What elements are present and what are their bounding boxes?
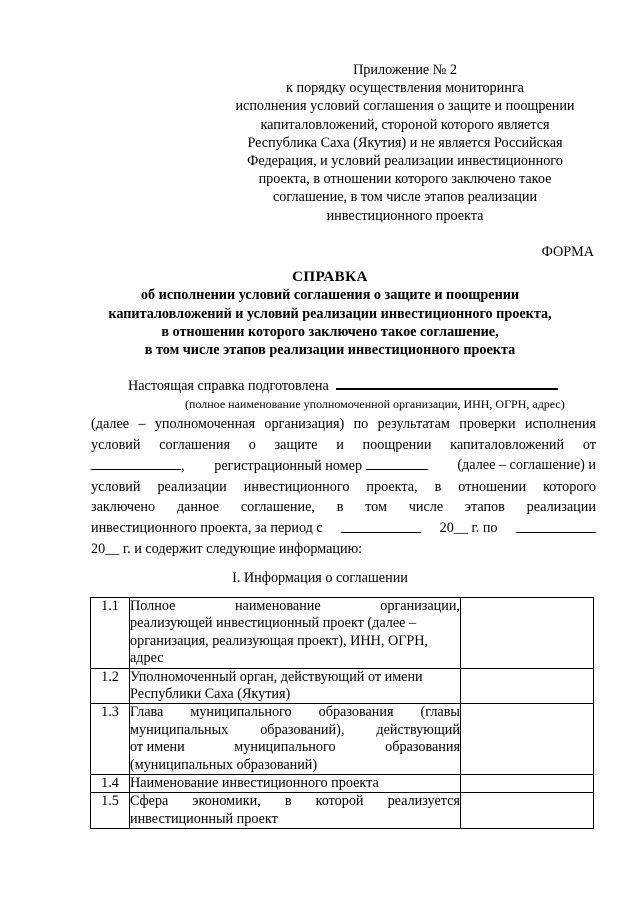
- appendix-header: [215, 61, 595, 225]
- period-end-blank[interactable]: [516, 518, 596, 533]
- row-number: 1.4: [91, 775, 130, 793]
- title-main: СПРАВКА: [292, 269, 368, 285]
- row-value-cell[interactable]: [461, 598, 594, 669]
- appendix-line: соглашение, в том числе этапов реализации: [272, 189, 538, 206]
- prepared-by-label: Настоящая справка подготовлена: [128, 378, 329, 394]
- row-description: Глава муниципального образования (главы муниципальных образований), действующий от имени муниципального образования (муниципальных образований): [130, 704, 460, 773]
- row-value-cell[interactable]: [461, 775, 594, 793]
- body-line-1: [128, 374, 558, 397]
- row-value-cell[interactable]: [461, 704, 594, 775]
- period-start-blank[interactable]: [341, 518, 421, 533]
- organization-name-blank[interactable]: [336, 374, 558, 390]
- row-number: 1.1: [91, 598, 130, 669]
- document-title: [60, 268, 600, 359]
- appendix-line: исполнения условий соглашения о защите и поощрении: [235, 98, 575, 115]
- table-row: [91, 598, 594, 669]
- body-line-3: условий соглашения о защите и поощрении капиталовложений от: [91, 436, 596, 453]
- row-value-cell[interactable]: [461, 793, 594, 829]
- body-line-5: условий реализации инвестиционного проекта, в отношении которого: [91, 478, 596, 495]
- row-description: Полное наименование организации, реализующей инвестиционный проект (далее – организация, реализующая проект), ИНН, ОГРН, адрес: [130, 598, 460, 667]
- table-row: [91, 704, 594, 775]
- table-row: [91, 668, 594, 704]
- form-label: ФОРМА: [541, 244, 594, 260]
- title-line: в отношении которого заключено такое соглашение,: [161, 323, 499, 340]
- body-line-2: (далее – уполномоченная организация) по результатам проверки исполнения: [91, 416, 596, 432]
- body-line-6: заключено данное соглашение, в том числе этапов реализации: [91, 499, 596, 516]
- appendix-line: Приложение № 2: [353, 62, 457, 78]
- table-row: [91, 793, 594, 829]
- appendix-line: к порядку осуществления мониторинга: [286, 80, 524, 97]
- body-line-4: , регистрационный номер (далее – соглашение) и: [91, 455, 596, 477]
- body-paragraph-cont: [91, 414, 596, 559]
- title-line: капиталовложений и условий реализации инвестиционного проекта,: [108, 305, 552, 322]
- table-row: [91, 775, 594, 793]
- row-value-cell[interactable]: [461, 668, 594, 704]
- row-number: 1.2: [91, 668, 130, 704]
- row-number: 1.5: [91, 793, 130, 829]
- title-line: в том числе этапов реализации инвестиционного проекта: [144, 342, 516, 359]
- body-line-8: 20__ г. и содержит следующие информацию:: [91, 540, 363, 557]
- organization-name-note: (полное наименование уполномоченной организации, ИНН, ОГРН, адрес): [185, 397, 565, 411]
- appendix-line: инвестиционного проекта: [326, 207, 484, 224]
- body-line-7: инвестиционного проекта, за период с 20__ г. по: [91, 518, 596, 539]
- agreement-date-blank[interactable]: [91, 455, 181, 470]
- row-description: Сфера экономики, в которой реализуется инвестиционный проект: [130, 793, 460, 827]
- row-description: Наименование инвестиционного проекта: [130, 775, 461, 793]
- row-number: 1.3: [91, 704, 130, 775]
- registration-number-blank[interactable]: [366, 455, 428, 470]
- agreement-info-table: [90, 597, 594, 829]
- appendix-line: проекта, в отношении которого заключено такое: [258, 171, 552, 188]
- appendix-line: капиталовложений, стороной которого является: [260, 116, 550, 133]
- appendix-line: Федерация, и условий реализации инвестиционного: [247, 153, 563, 170]
- section-1-title: I. Информация о соглашении: [232, 570, 408, 586]
- row-description: Уполномоченный орган, действующий от имени Республики Саха (Якутия): [130, 668, 461, 704]
- appendix-line: Республика Саха (Якутия) и не является Российская: [247, 134, 563, 151]
- registration-number-label: регистрационный номер: [214, 458, 363, 475]
- title-line: об исполнении условий соглашения о защите и поощрении: [140, 287, 520, 304]
